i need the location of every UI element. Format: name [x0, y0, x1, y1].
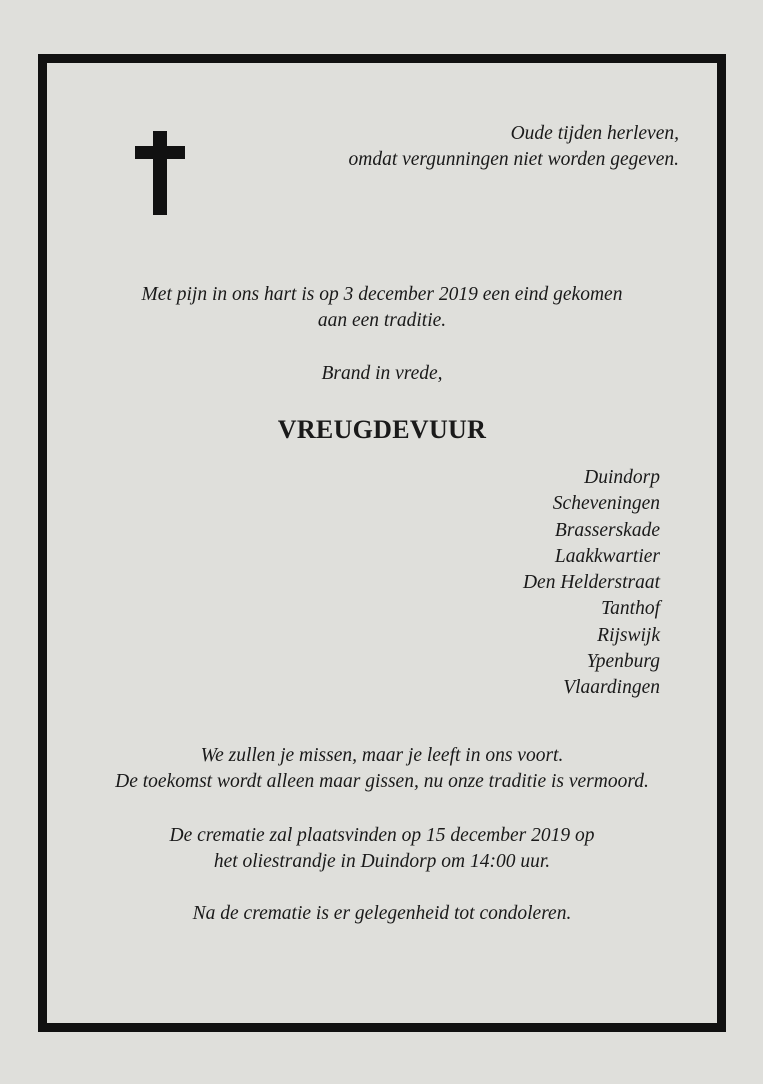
- remembrance: [47, 743, 717, 795]
- cremation-details: [47, 823, 717, 875]
- farewell-text: Brand in vrede,: [321, 363, 443, 384]
- places-list: [523, 465, 660, 702]
- place-item: Rijswijk: [597, 624, 660, 646]
- obituary-card: [38, 54, 726, 1032]
- deceased-name: VREUGDEVUUR: [277, 415, 487, 444]
- motto-line-2: omdat vergunningen niet worden gegeven.: [348, 149, 679, 170]
- place-item: Den Helderstraat: [522, 572, 660, 594]
- announcement: [47, 282, 717, 334]
- place-item: Tanthof: [601, 598, 660, 620]
- place-item: Brasserskade: [554, 519, 660, 541]
- remembrance-line-2: De toekomst wordt alleen maar gissen, nu onze traditie is vermoord.: [115, 771, 649, 792]
- motto: [348, 121, 679, 173]
- motto-line-1: Oude tijden herleven,: [510, 123, 679, 144]
- place-item: Scheveningen: [552, 493, 660, 515]
- cross-icon: [135, 131, 185, 215]
- announcement-line-2: aan een traditie.: [317, 310, 447, 331]
- announcement-line-1: Met pijn in ons hart is op 3 december 2019 een eind gekomen: [141, 284, 623, 305]
- place-item: Ypenburg: [586, 651, 660, 673]
- place-item: Laakkwartier: [554, 545, 660, 567]
- remembrance-line-1: We zullen je missen, maar je leeft in ons voort.: [200, 745, 564, 766]
- place-item: Duindorp: [584, 467, 660, 488]
- cremation-line-1: De crematie zal plaatsvinden op 15 december 2019 op: [169, 825, 595, 846]
- condolence-text: Na de crematie is er gelegenheid tot condoleren.: [192, 903, 572, 924]
- cremation-line-2: het oliestrandje in Duindorp om 14:00 uur.: [213, 851, 551, 872]
- place-item: Vlaardingen: [563, 677, 660, 699]
